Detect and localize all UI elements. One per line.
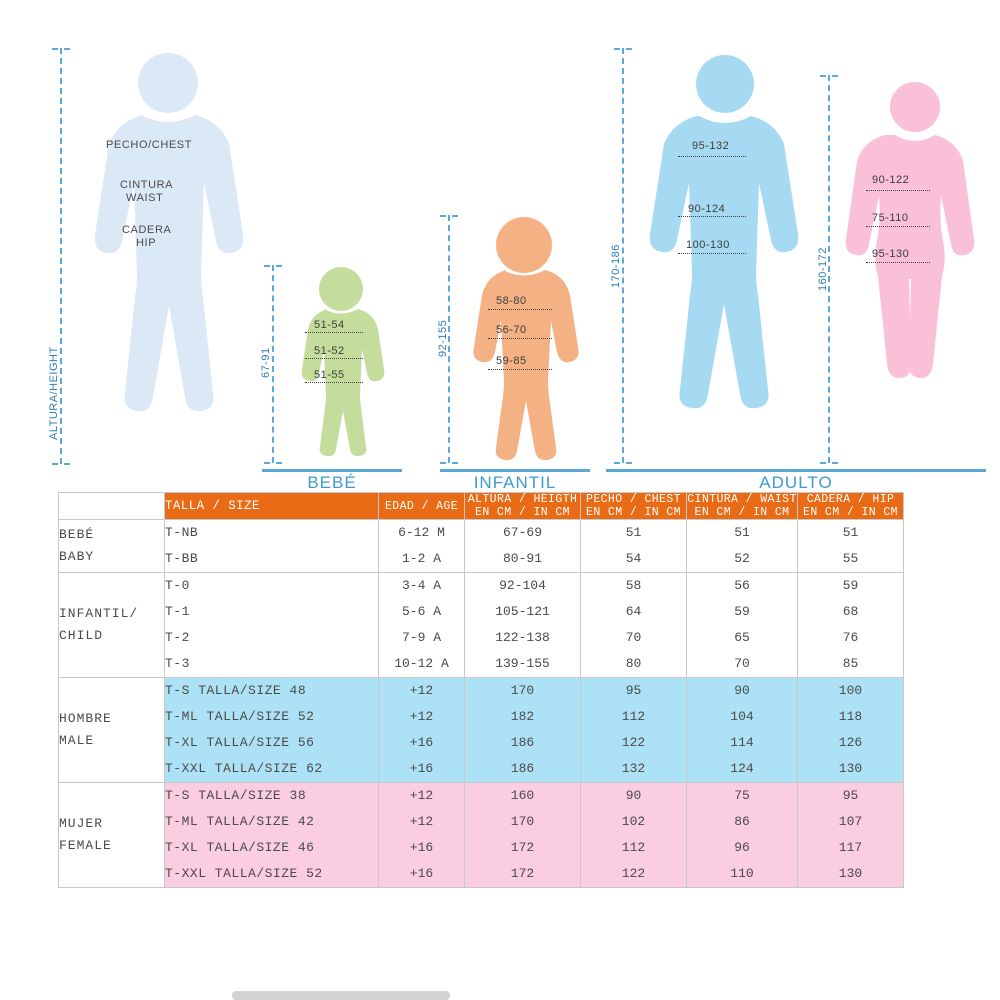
header-size: TALLA / SIZE xyxy=(165,493,379,520)
header-hip-line1: CADERA / HIP xyxy=(806,493,895,506)
cell-hip: 59 xyxy=(842,578,859,593)
cell-waist: 86 xyxy=(734,814,750,829)
row-heights-male xyxy=(465,678,581,783)
height-axis-male-cap-top xyxy=(614,48,632,50)
cell-waist: 104 xyxy=(730,709,754,724)
measure-male-hip: 100-130 xyxy=(686,239,730,251)
row-ages-baby xyxy=(379,520,465,573)
table-body xyxy=(59,520,904,888)
cell-waist: 65 xyxy=(734,630,750,645)
cell-hip: 68 xyxy=(842,604,859,619)
cell-size: T-3 xyxy=(165,656,190,671)
cell-waist: 124 xyxy=(730,761,754,776)
figure-female-adult xyxy=(845,75,985,465)
cell-size: T-XXL TALLA/SIZE 52 xyxy=(165,866,323,881)
measure-line-male-chest xyxy=(678,156,746,157)
label-waist-line1: CINTURA xyxy=(120,179,174,191)
table-row xyxy=(59,783,904,888)
header-chest-line1: PECHO / CHEST xyxy=(586,493,681,506)
measure-female-chest: 90-122 xyxy=(872,174,910,186)
measure-line-child-waist xyxy=(488,338,552,339)
cell-chest: 95 xyxy=(625,683,642,698)
header-waist-line2: EN CM / IN CM xyxy=(694,506,790,519)
header-chest-line2: EN CM / IN CM xyxy=(586,506,681,519)
cell-height: 80-91 xyxy=(502,551,542,566)
measure-line-child-chest xyxy=(488,309,552,310)
horizontal-scrollbar-thumb[interactable] xyxy=(232,991,450,1000)
table-row xyxy=(59,520,904,573)
cell-hip: 130 xyxy=(838,761,863,776)
horizontal-scrollbar-track[interactable] xyxy=(0,986,1000,1000)
header-waist xyxy=(687,493,798,520)
cell-chest: 90 xyxy=(625,788,642,803)
cell-height: 170 xyxy=(510,683,535,698)
header-waist-line1: CINTURA / WAIST xyxy=(687,493,797,506)
measure-child-waist: 56-70 xyxy=(496,324,527,336)
cell-age: 10-12 A xyxy=(394,656,449,671)
measure-line-baby-waist xyxy=(305,358,363,359)
axis-label-height: ALTURA/HEIGHT xyxy=(48,346,60,440)
row-category-female-en: FEMALE xyxy=(59,838,112,853)
cell-hip: 55 xyxy=(842,551,859,566)
cell-age: +16 xyxy=(409,866,434,881)
cell-height: 160 xyxy=(510,788,535,803)
cell-size: T-0 xyxy=(165,578,190,593)
row-ages-male xyxy=(379,678,465,783)
cell-height: 170 xyxy=(510,814,535,829)
row-waists-baby xyxy=(687,520,798,573)
cell-size: T-XL TALLA/SIZE 56 xyxy=(165,735,315,750)
cell-height: 122-138 xyxy=(495,630,550,645)
cell-height: 186 xyxy=(510,761,535,776)
row-sizes-female xyxy=(165,783,379,888)
height-axis-child-cap-top xyxy=(440,215,458,217)
measure-line-male-hip xyxy=(678,253,746,254)
label-hip-line1: CADERA xyxy=(122,224,172,236)
cell-hip: 100 xyxy=(838,683,863,698)
height-axis-baby xyxy=(272,265,274,463)
label-hip-line2: HIP xyxy=(136,237,157,249)
cell-age: +16 xyxy=(409,735,434,750)
cell-waist: 52 xyxy=(734,551,750,566)
cell-waist: 56 xyxy=(734,578,750,593)
height-value-child: 92-155 xyxy=(437,319,449,357)
measure-female-waist: 75-110 xyxy=(872,212,909,224)
group-title-bebe: BEBÉ xyxy=(307,473,357,492)
height-value-baby: 67-91 xyxy=(260,347,272,378)
cell-hip: 51 xyxy=(842,525,859,540)
cell-age: +12 xyxy=(409,709,434,724)
row-chests-male xyxy=(581,678,687,783)
row-category-male-es: HOMBRE xyxy=(59,711,112,726)
row-heights-baby xyxy=(465,520,581,573)
cell-height: 139-155 xyxy=(495,656,550,671)
cell-chest: 64 xyxy=(625,604,642,619)
cell-height: 92-104 xyxy=(499,578,546,593)
measure-line-female-chest xyxy=(866,190,930,191)
row-waists-male xyxy=(687,678,798,783)
header-age xyxy=(379,493,465,520)
header-height-line2: EN CM / IN CM xyxy=(475,506,570,519)
cell-size: T-NB xyxy=(165,525,199,540)
measure-line-male-waist xyxy=(678,216,746,217)
measure-child-hip: 59-85 xyxy=(496,355,527,367)
cell-hip: 76 xyxy=(842,630,859,645)
cell-height: 172 xyxy=(510,866,535,881)
table-row xyxy=(59,678,904,783)
cell-chest: 122 xyxy=(621,735,646,750)
cell-age: 6-12 M xyxy=(398,525,445,540)
row-category-baby xyxy=(59,520,165,573)
measure-line-baby-hip xyxy=(305,382,363,383)
cell-height: 172 xyxy=(510,840,535,855)
size-chart-illustration xyxy=(0,0,1000,492)
row-category-baby-es: BEBÉ xyxy=(59,527,95,542)
height-axis-cap-top xyxy=(52,48,70,50)
row-hips-female xyxy=(798,783,904,888)
row-waists-child xyxy=(687,573,798,678)
row-heights-female xyxy=(465,783,581,888)
cell-hip: 126 xyxy=(838,735,863,750)
row-ages-child xyxy=(379,573,465,678)
cell-age: +12 xyxy=(409,814,434,829)
cell-age: +16 xyxy=(409,761,434,776)
cell-hip: 130 xyxy=(838,866,863,881)
cell-chest: 112 xyxy=(621,840,646,855)
group-title-infantil: INFANTIL xyxy=(473,473,557,492)
header-height-line1: ALTURA / HEIGTH xyxy=(467,493,578,506)
cell-waist: 70 xyxy=(734,656,750,671)
cell-chest: 132 xyxy=(621,761,646,776)
measure-line-baby-chest xyxy=(305,332,363,333)
row-hips-male xyxy=(798,678,904,783)
cell-size: T-S TALLA/SIZE 48 xyxy=(165,683,307,698)
height-axis-male xyxy=(622,48,624,463)
cell-hip: 95 xyxy=(842,788,859,803)
group-bar-infantil xyxy=(440,469,590,472)
cell-chest: 54 xyxy=(625,551,642,566)
measure-male-waist: 90-124 xyxy=(688,203,726,215)
height-value-female: 160-172 xyxy=(817,247,829,291)
height-axis-female-cap-bottom xyxy=(820,462,838,464)
row-category-male xyxy=(59,678,165,783)
cell-age: 5-6 A xyxy=(401,604,441,619)
row-ages-female xyxy=(379,783,465,888)
cell-chest: 58 xyxy=(625,578,642,593)
measure-baby-waist: 51-52 xyxy=(314,345,345,357)
group-bar-bebe xyxy=(262,469,402,472)
group-bar-adulto xyxy=(606,469,986,472)
row-category-male-en: MALE xyxy=(59,733,95,748)
height-axis-baby-cap-bottom xyxy=(264,462,282,464)
cell-waist: 110 xyxy=(730,866,754,881)
cell-chest: 112 xyxy=(621,709,646,724)
header-chest xyxy=(581,493,687,520)
cell-age: 3-4 A xyxy=(401,578,441,593)
cell-waist: 114 xyxy=(730,735,754,750)
table-row xyxy=(59,573,904,678)
row-hips-baby xyxy=(798,520,904,573)
row-chests-female xyxy=(581,783,687,888)
row-chests-baby xyxy=(581,520,687,573)
figure-child xyxy=(464,215,584,463)
row-sizes-baby xyxy=(165,520,379,573)
cell-hip: 107 xyxy=(838,814,863,829)
row-chests-child xyxy=(581,573,687,678)
cell-chest: 80 xyxy=(625,656,642,671)
row-category-female xyxy=(59,783,165,888)
row-category-child xyxy=(59,573,165,678)
vertical-scrollbar-track[interactable] xyxy=(986,0,1000,1000)
cell-chest: 102 xyxy=(621,814,646,829)
measure-line-female-hip xyxy=(866,262,930,263)
cell-hip: 118 xyxy=(838,709,863,724)
row-sizes-male xyxy=(165,678,379,783)
row-waists-female xyxy=(687,783,798,888)
measure-child-chest: 58-80 xyxy=(496,295,527,307)
cell-hip: 117 xyxy=(838,840,863,855)
figure-baby xyxy=(290,265,392,457)
row-category-baby-en: BABY xyxy=(59,549,95,564)
height-axis-male-cap-bottom xyxy=(614,462,632,464)
header-height xyxy=(465,493,581,520)
height-axis-reference xyxy=(60,48,62,464)
height-value-male: 170-186 xyxy=(610,244,622,288)
measure-female-hip: 95-130 xyxy=(872,248,910,260)
group-title-adulto: ADULTO xyxy=(759,473,833,492)
cell-age: +12 xyxy=(409,683,434,698)
size-chart-table xyxy=(58,492,904,888)
row-category-child-en: CHILD xyxy=(59,628,104,643)
cell-height: 182 xyxy=(510,709,535,724)
cell-age: +12 xyxy=(409,788,434,803)
header-hip xyxy=(798,493,904,520)
cell-size: T-ML TALLA/SIZE 42 xyxy=(165,814,315,829)
label-chest: PECHO/CHEST xyxy=(106,139,193,151)
measure-baby-chest: 51-54 xyxy=(314,319,345,331)
row-heights-child xyxy=(465,573,581,678)
row-category-child-es: INFANTIL/ xyxy=(59,606,139,621)
measure-baby-hip: 51-55 xyxy=(314,369,345,381)
row-sizes-child xyxy=(165,573,379,678)
cell-height: 67-69 xyxy=(502,525,542,540)
figure-male-adult xyxy=(640,48,810,463)
height-axis-baby-cap-top xyxy=(264,265,282,267)
cell-waist: 90 xyxy=(734,683,750,698)
row-hips-child xyxy=(798,573,904,678)
measure-male-chest: 95-132 xyxy=(692,140,730,152)
measure-line-female-waist xyxy=(866,226,930,227)
measure-line-child-hip xyxy=(488,369,552,370)
height-axis-child-cap-bottom xyxy=(440,462,458,464)
height-axis-female-cap-top xyxy=(820,75,838,77)
cell-waist: 75 xyxy=(734,788,750,803)
table-header-row xyxy=(59,493,904,520)
cell-age: 1-2 A xyxy=(401,551,441,566)
cell-age: +16 xyxy=(409,840,434,855)
header-hip-line2: EN CM / IN CM xyxy=(803,506,898,519)
cell-hip: 85 xyxy=(842,656,859,671)
label-waist-line2: WAIST xyxy=(126,192,164,204)
cell-size: T-BB xyxy=(165,551,199,566)
cell-size: T-XL TALLA/SIZE 46 xyxy=(165,840,315,855)
cell-size: T-ML TALLA/SIZE 52 xyxy=(165,709,315,724)
header-blank xyxy=(59,493,165,520)
figure-reference-adult xyxy=(78,45,258,465)
cell-age: 7-9 A xyxy=(401,630,441,645)
cell-waist: 59 xyxy=(734,604,750,619)
cell-size: T-S TALLA/SIZE 38 xyxy=(165,788,307,803)
row-category-female-es: MUJER xyxy=(59,816,104,831)
cell-size: T-2 xyxy=(165,630,190,645)
cell-chest: 70 xyxy=(625,630,642,645)
table-header xyxy=(59,493,904,520)
cell-chest: 51 xyxy=(625,525,642,540)
cell-size: T-XXL TALLA/SIZE 62 xyxy=(165,761,323,776)
cell-waist: 96 xyxy=(734,840,750,855)
height-axis-cap-bottom xyxy=(52,463,70,465)
cell-chest: 122 xyxy=(621,866,646,881)
cell-waist: 51 xyxy=(734,525,750,540)
cell-height: 105-121 xyxy=(495,604,550,619)
cell-height: 186 xyxy=(510,735,535,750)
header-age-line1: EDAD / AGE xyxy=(384,499,458,513)
cell-size: T-1 xyxy=(165,604,190,619)
